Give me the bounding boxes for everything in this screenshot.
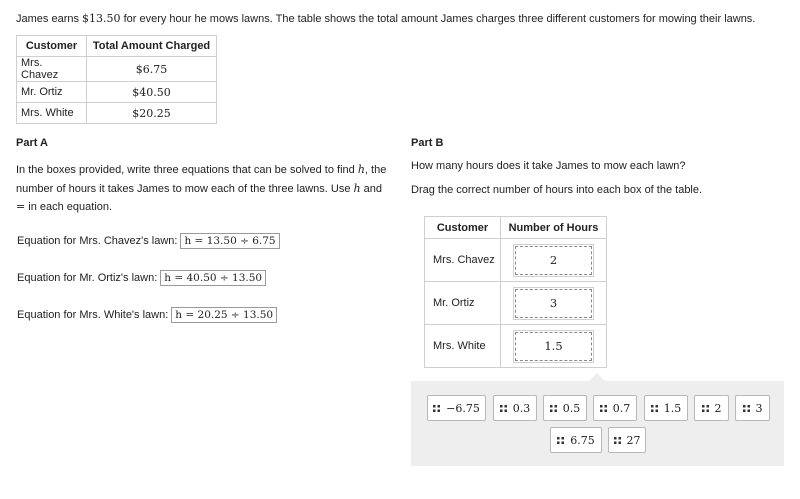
part-b-question: How many hours does it take James to mow each lawn? [411,160,686,172]
chip-value: 0.5 [562,401,581,415]
customer-cell: Mr. Ortiz [17,82,87,103]
drop-cell [501,325,607,368]
equation-label: Equation for Mrs. Chavez's lawn: [17,235,178,247]
chip-value: 1.5 [663,401,682,415]
amount-cell: $6.75 [87,57,217,82]
equation-input-white[interactable]: h = 20.25 ÷ 13.50 [171,307,277,323]
answer-chip[interactable] [608,427,646,453]
amount-cell: $20.25 [87,103,217,124]
drag-handle-icon [651,405,658,412]
answer-chip[interactable] [427,395,486,421]
answer-chip[interactable] [493,395,537,421]
intro-text: James earns $13.50 for every hour he mows lawns. The table shows the total amount James charges three different customers for mowing their lawns. [16,12,756,25]
customer-cell: Mr. Ortiz [425,282,501,325]
equation-row-chavez [17,233,280,249]
answer-chip[interactable] [543,395,587,421]
table-header-row [17,36,217,57]
chip-value: 0.3 [512,401,531,415]
chip-value: 3 [755,401,763,415]
customer-cell: Mrs. Chavez [425,239,501,282]
table-row [17,103,217,124]
column-header-hours: Number of Hours [501,217,607,239]
equation-input-ortiz[interactable]: h = 40.50 ÷ 13.50 [160,270,266,286]
drop-box-chavez[interactable]: 2 [515,246,592,275]
charges-table [16,35,217,124]
answer-bank [411,381,784,466]
equation-label: Equation for Mr. Ortiz's lawn: [17,272,158,284]
table-header-row [425,217,607,239]
hours-table [424,216,607,368]
drag-handle-icon [433,405,440,412]
answer-chip[interactable] [593,395,637,421]
drag-handle-icon [702,405,709,412]
drop-box-ortiz[interactable]: 3 [515,289,592,318]
drag-handle-icon [600,405,607,412]
drop-cell [501,239,607,282]
table-row [425,282,607,325]
answer-chip[interactable] [550,427,602,453]
part-a-title: Part A [16,137,48,149]
chip-value: 0.7 [612,401,631,415]
table-row [17,57,217,82]
amount-cell: $40.50 [87,82,217,103]
drag-handle-icon [550,405,557,412]
answer-chip[interactable] [644,395,688,421]
equation-input-chavez[interactable]: h = 13.50 ÷ 6.75 [180,233,279,249]
chip-value: −6.75 [446,401,480,415]
drag-handle-icon [557,437,564,444]
table-row [425,325,607,368]
part-b-instruction: Drag the correct number of hours into each box of the table. [411,184,703,196]
drop-box-white[interactable]: 1.5 [515,332,592,361]
part-a-instructions: In the boxes provided, write three equations that can be solved to find h, the number of hours it takes James to mow each of the three lawns. Use h and = in each equation. [16,163,387,213]
answer-chip[interactable] [694,395,729,421]
customer-cell: Mrs. White [17,103,87,124]
equation-label: Equation for Mrs. White's lawn: [17,309,169,321]
chip-value: 6.75 [570,433,595,447]
column-header-customer: Customer [17,36,87,57]
column-header-total: Total Amount Charged [87,36,217,57]
table-row [425,239,607,282]
answer-bank-pointer [589,373,605,381]
equation-row-white [17,307,277,323]
customer-cell: Mrs. White [425,325,501,368]
customer-cell: Mrs. Chavez [17,57,87,82]
column-header-customer: Customer [425,217,501,239]
chip-value: 2 [714,401,722,415]
chip-value: 27 [626,433,641,447]
drag-handle-icon [614,437,621,444]
drag-handle-icon [743,405,750,412]
answer-chip[interactable] [735,395,770,421]
table-row [17,82,217,103]
drag-handle-icon [500,405,507,412]
drop-cell [501,282,607,325]
equation-row-ortiz [17,270,266,286]
part-b-title: Part B [411,137,444,149]
